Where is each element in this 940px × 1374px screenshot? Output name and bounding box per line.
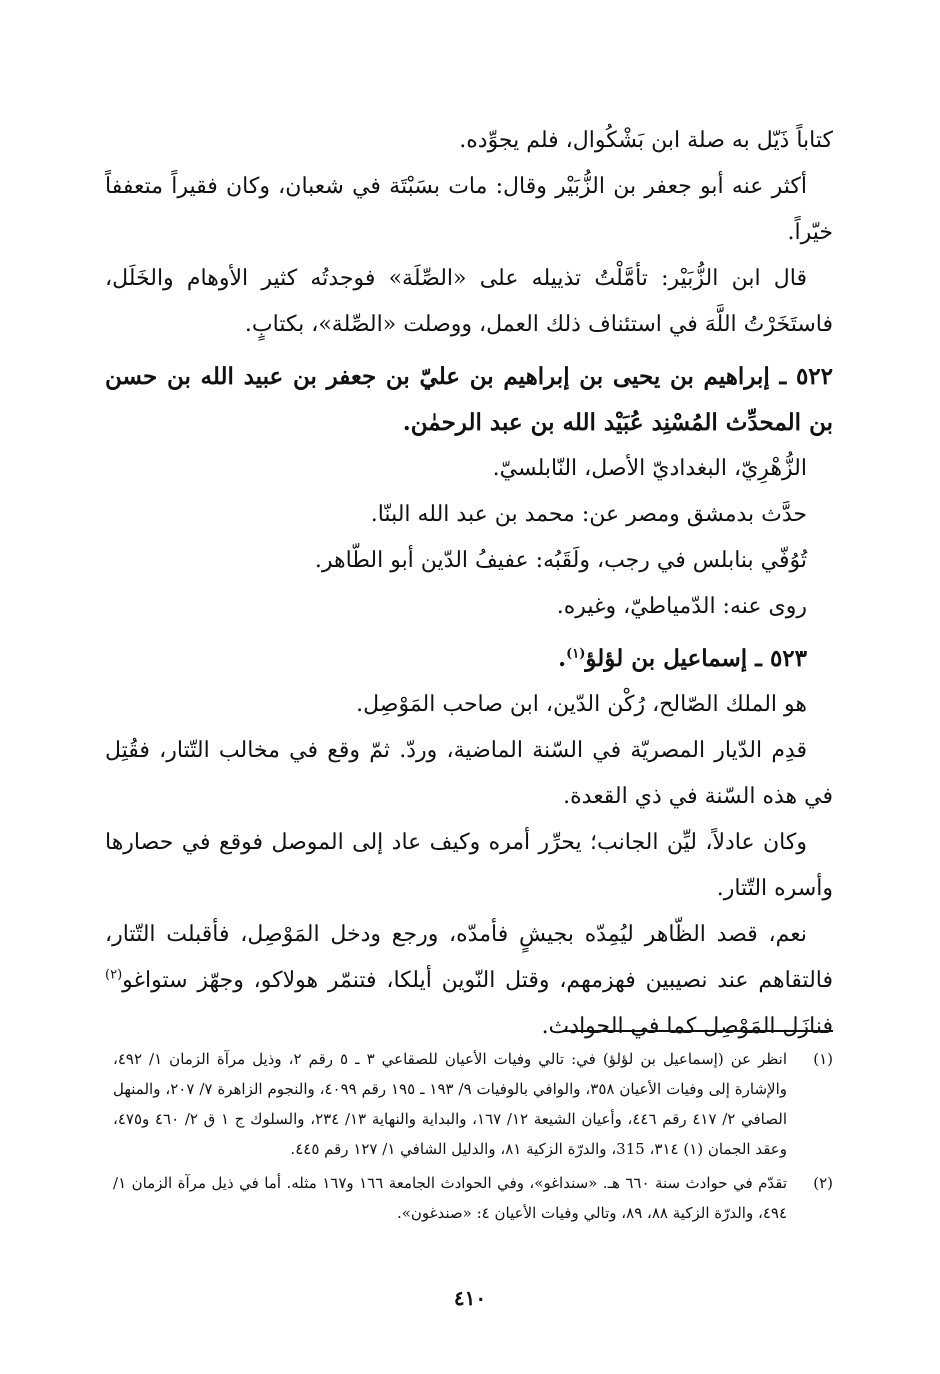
paragraph-part: فنازَل المَوْصِل كما في الحوادث. <box>541 1014 833 1039</box>
paragraph: هو الملك الصّالح، رُكْن الدّين، ابن صاحب المَوْصِل. <box>356 692 807 717</box>
entry-heading-522: ٥٢٢ ـ إبراهيم بن يحيى بن إبراهيم بن عليّ بن جعفر بن عبيد الله بن حسن بن المحدِّث المُسْنِد عُبَيْد الله بن عبد الرحمٰن. <box>105 363 833 436</box>
entry-heading-523-end: . <box>558 645 567 672</box>
paragraph: تُوُفّي بنابلس في رجب، ولَقَبُه: عفيفُ الدّين أبو الطّاهر. <box>314 548 807 573</box>
footnote-text: انظر عن (إسماعيل بن لؤلؤ) في: تالي وفيات الأعيان للصقاعي ٣ ـ ٥ رقم ٢، وذيل مرآة الزمان ١/ ٤٩٢، والإشارة إلى وفيات الأعيان ٣٥٨، والوافي بالوفيات ٩/ ١٩٣ ـ ١٩٥ رقم ٤٠٩٩، والنجوم الزاهرة ٧/ ٢٠٧، والمنهل الصافي ٢/ ٤١٧ رقم ٤٤٦، وأعيان الشيعة ١٢/ ١٦٧، والبداية والنهاية ١٣/ ٢٣٤، والسلوك ج ١ ق ٢/ ٤٦٠ و٤٧٥، وعقد الجمان (١) ٣١٤، 315، والدرّة الزكية ٨١، والدليل الشافي ١/ ١٢٧ رقم ٤٤٥. <box>113 1050 788 1158</box>
footnote <box>113 1168 833 1228</box>
paragraph: حدَّث بدمشق ومصر عن: محمد بن عبد الله البنّا. <box>370 502 807 527</box>
paragraph: كتاباً ذَيّل به صلة ابن بَشْكُوال، فلم يجوِّده. <box>459 128 833 153</box>
paragraph-part: نعم، قصد الظّاهر ليُمِدّه بجيشٍ فأمدّه، ورجع ودخل المَوْصِل، فأقبلت التّتار، فالتقاهم عند نصيبين فهزمهم، وقتل النّوين أيلكا، فتنمّر هولاكو، وجهّز ستواغو <box>105 922 833 993</box>
footnote <box>113 1044 833 1164</box>
entry-heading-523-title: ٥٢٣ ـ إسماعيل بن لؤلؤ <box>585 645 807 672</box>
footnote-ref-2: (٢) <box>105 967 123 983</box>
footnote-number: (٢) <box>813 1174 833 1192</box>
footnote-separator <box>563 1030 833 1032</box>
paragraph: روى عنه: الدّمياطيّ، وغيره. <box>556 594 807 619</box>
paragraph: الزُّهْرِيّ، البغداديّ الأصل، النّابلسيّ. <box>492 456 807 481</box>
paragraph: وكان عادلاً، ليِّن الجانب؛ يحرِّر أمره وكيف عاد إلى الموصل فوقع في حصارها وأسره التّتار. <box>105 830 833 901</box>
footnote-ref-1: (١) <box>566 646 586 662</box>
footnotes <box>113 1044 833 1232</box>
entry-heading-523 <box>105 636 833 682</box>
paragraph: أكثر عنه أبو جعفر بن الزُّبَيْر وقال: مات بسَبْتَة في شعبان، وكان فقيراً متعففاً خيّراً. <box>105 174 833 245</box>
paragraph: قال ابن الزُّبَيْر: تأمَّلْتُ تذييله على «الصِّلَة» فوجدتُه كثير الأوهام والخَلَل، فاستَخَرْتُ اللَّهَ في استئناف ذلك العمل، ووصلت «الصِّلة»، بكتابٍ. <box>105 266 833 337</box>
footnote-text: تقدّم في حوادث سنة ٦٦٠ هـ. «سنداغو»، وفي الحوادث الجامعة ١٦٦ و١٦٧ مثله. أما في ذيل مرآة الزمان ١/ ٤٩٤، والدرّة الزكية ٨٨، ٨٩، وتالي وفيات الأعيان ٤: «صندغون». <box>113 1174 788 1222</box>
main-text <box>105 118 833 1050</box>
footnote-number: (١) <box>813 1050 833 1068</box>
paragraph: قدِم الدّيار المصريّة في السّنة الماضية، وردّ. ثمّ وقع في مخالب التّتار، فقُتِل في هذه السّنة في ذي القعدة. <box>105 738 833 809</box>
page-number: ٤١٠ <box>453 1286 487 1310</box>
